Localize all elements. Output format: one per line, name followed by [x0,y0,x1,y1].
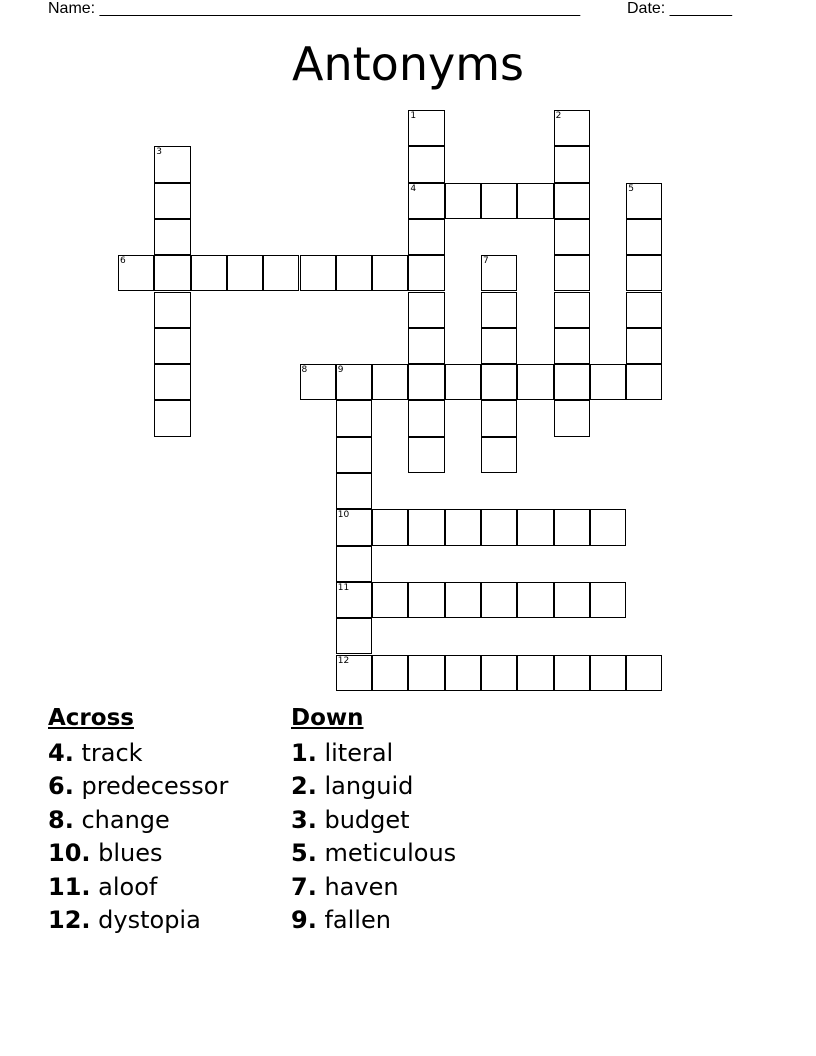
grid-cell [408,364,444,400]
clue-text: predecessor [81,772,229,801]
grid-cell [626,328,662,364]
grid-cell [408,183,444,219]
down-heading: Down [291,705,364,731]
grid-cell [481,364,517,400]
clue-text: haven [324,872,399,901]
page-title: Antonyms [292,37,524,91]
grid-cell [154,255,190,291]
grid-cell [408,328,444,364]
grid-cell [336,509,372,545]
grid-cell [154,292,190,328]
cell-number: 1 [410,111,417,121]
grid-cell [154,146,190,182]
down-clue [291,737,456,770]
grid-cell [118,255,154,291]
clue-text: fallen [324,906,391,935]
clue-number: 9. [291,906,317,935]
grid-cell [626,292,662,328]
clue-text: aloof [98,872,158,901]
clue-number: 11. [48,872,91,901]
grid-cell [554,183,590,219]
grid-cell [445,183,481,219]
grid-cell [408,255,444,291]
across-clue [48,737,228,770]
across-clue [48,837,228,870]
grid-cell [336,437,372,473]
down-clue [291,904,456,937]
grid-cell [445,509,481,545]
grid-cell [481,255,517,291]
clue-number: 12. [48,906,91,935]
grid-cell [481,582,517,618]
grid-cell [408,110,444,146]
grid-cell [481,400,517,436]
down-clue [291,871,456,904]
grid-cell [481,292,517,328]
cell-number: 10 [337,510,350,521]
cell-number: 9 [337,365,344,376]
grid-cell [590,509,626,545]
grid-cell [154,400,190,436]
grid-cell [481,509,517,545]
down-clues [291,704,456,937]
grid-cell [336,400,372,436]
grid-cell [154,183,190,219]
clue-number: 1. [291,739,317,767]
grid-cell [517,655,553,691]
grid-cell [554,328,590,364]
grid-cell [154,328,190,364]
clue-text: literal [324,739,394,767]
clue-text: budget [324,805,410,834]
grid-cell [336,364,372,400]
clue-number: 5. [291,839,317,868]
across-clue [48,804,228,837]
grid-cell [554,219,590,255]
grid-cell [626,655,662,691]
grid-cell [517,183,553,219]
grid-cell [626,255,662,291]
grid-cell [263,255,299,291]
grid-cell [372,255,408,291]
grid-cell [517,364,553,400]
cell-number: 6 [120,256,126,267]
grid-cell [154,219,190,255]
grid-cell [336,618,372,654]
grid-cell [372,364,408,400]
grid-cell [300,255,336,291]
down-clue [291,837,456,870]
grid-cell [590,582,626,618]
date-line: Date: _______ [627,0,732,17]
grid-cell [336,655,372,691]
clue-number: 7. [291,872,317,901]
grid-cell [445,582,481,618]
across-clues [48,704,228,937]
grid-cell [408,582,444,618]
grid-cell [590,655,626,691]
grid-cell [554,255,590,291]
clue-text: change [81,805,170,834]
grid-cell [191,255,227,291]
cell-number: 11 [337,582,350,593]
grid-cell [517,509,553,545]
grid-cell [408,146,444,182]
clue-number: 8. [48,805,74,834]
grid-cell [408,509,444,545]
grid-cell [336,582,372,618]
grid-cell [336,473,372,509]
grid-cell [481,655,517,691]
grid-cell [590,364,626,400]
grid-cell [336,546,372,582]
clue-text: meticulous [324,839,457,868]
grid-cell [517,582,553,618]
cell-number: 12 [337,655,350,666]
down-clue [291,804,456,837]
grid-cell [227,255,263,291]
grid-cell [372,655,408,691]
grid-cell [626,219,662,255]
grid-cell [336,255,372,291]
cell-number: 2 [555,111,562,121]
grid-cell [481,437,517,473]
across-clue [48,770,228,803]
clue-text: track [81,739,143,767]
clue-number: 3. [291,805,317,834]
grid-cell [408,400,444,436]
cell-number: 4 [410,183,417,194]
grid-cell [154,364,190,400]
grid-cell [372,582,408,618]
grid-cell [626,183,662,219]
clue-text: languid [324,772,414,801]
grid-cell [554,509,590,545]
cell-number: 7 [483,256,489,267]
across-clue [48,871,228,904]
grid-cell [554,400,590,436]
clue-number: 4. [48,739,74,767]
grid-cell [554,655,590,691]
clue-number: 2. [291,772,317,801]
name-line: Name: ______________________________________________________ [48,0,581,17]
grid-cell [554,364,590,400]
grid-cell [554,582,590,618]
down-clue [291,770,456,803]
grid-cell [554,110,590,146]
cell-number: 5 [628,183,634,194]
clue-text: blues [98,839,163,868]
across-clue [48,904,228,937]
grid-cell [300,364,336,400]
cell-number: 3 [156,147,163,158]
grid-cell [408,655,444,691]
grid-cell [626,364,662,400]
grid-cell [372,509,408,545]
across-heading: Across [48,705,134,731]
grid-cell [481,328,517,364]
grid-cell [445,655,481,691]
cell-number: 8 [301,365,308,376]
clue-number: 10. [48,839,91,868]
grid-cell [554,146,590,182]
grid-cell [445,364,481,400]
grid-cell [408,437,444,473]
clue-text: dystopia [98,906,201,935]
grid-cell [408,219,444,255]
grid-cell [408,292,444,328]
grid-cell [481,183,517,219]
clue-number: 6. [48,772,74,801]
grid-cell [554,292,590,328]
